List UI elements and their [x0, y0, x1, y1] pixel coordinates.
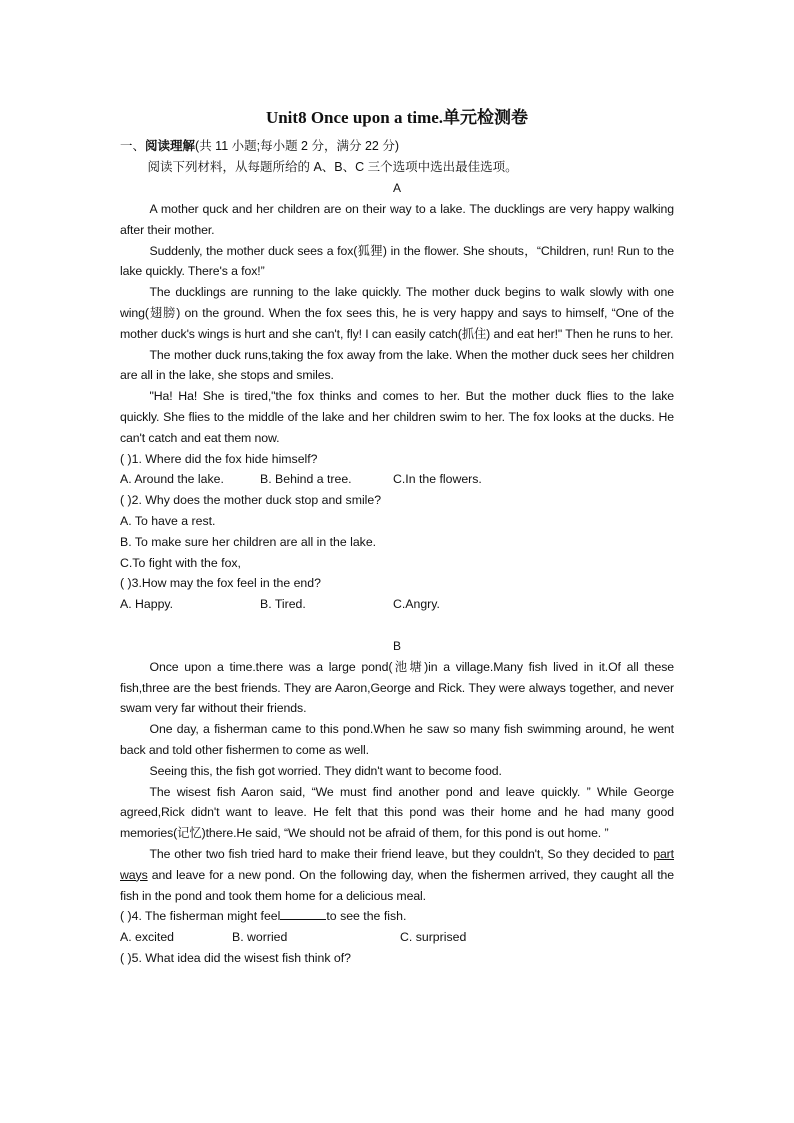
section-header [120, 136, 674, 157]
question-4-options [120, 927, 674, 948]
option-b: B. To make sure her children are all in the lake. [120, 534, 377, 549]
passage-b-paragraph: Once upon a time.there was a large pond(池塘)in a village.Many fish lived in it.Of all these fish,three are the best friends. They are Aaron,George and Rick. They were always together, and never swam very far without their friends. [120, 659, 674, 716]
spacer [120, 615, 674, 636]
question-4-stem-end: to see the fish. [326, 909, 407, 924]
option-b: B. Tired. [260, 597, 306, 612]
section-name: 阅读理解 [145, 139, 196, 153]
question-3: ( )3.How may the fox feel in the end? [120, 576, 321, 591]
question-5: ( )5. What idea did the wisest fish think of? [120, 950, 352, 965]
passage-a-paragraph: Suddenly, the mother duck sees a fox(狐狸) in the flower. She shouts，“Children, run! Run to the lake quickly. There's a fox!” [120, 243, 674, 279]
question-4-stem: ( )4. The fisherman might feel [120, 909, 281, 924]
question-4 [120, 906, 674, 927]
question-1: ( )1. Where did the fox hide himself? [120, 451, 318, 466]
answer-blank [280, 906, 326, 920]
paragraph-text: The other two fish tried hard to make their friend leave, but they couldn't, So they decided to [149, 846, 654, 861]
paragraph-text: and leave for a new pond. On the following day, when the fishermen arrived, they caught all the fish in the pond and took them home for a delicious meal. [120, 867, 674, 903]
passage-a-paragraph: The ducklings are running to the lake quickly. The mother duck begins to walk slowly with one wing(翅膀) on the ground. When the fox sees this, he is very happy and says to himself, “One of the mother duck's wings is hurt and she can't, fly! I can easily catch(抓住) and eat her!" Then he runs to her. [120, 285, 674, 341]
option-c: C.Angry. [393, 597, 440, 612]
section-instruction: 阅读下列材料，从每题所给的 A、B、C 三个选项中选出最佳选项。 [147, 160, 518, 174]
question-1-options [120, 469, 674, 490]
section-number: 一、 [120, 139, 146, 153]
passage-b-paragraph: The wisest fish Aaron said, “We must find another pond and leave quickly. ” While George agreed,Rick didn't want to leave. He felt that this pond was their home and he had many good memories(记忆)there.He said, “We should not be afraid of them, for this pond is out home. ” [120, 784, 674, 841]
question-2: ( )2. Why does the mother duck stop and smile? [120, 493, 382, 508]
passage-a-paragraph: "Ha! Ha! She is tired,"the fox thinks and comes to her. But the mother duck flies to the lake quickly. She flies to the middle of the lake and her children swim to her. The fox looks at the ducks. He can't catch and eat them now. [120, 389, 674, 445]
option-c: C.In the flowers. [393, 472, 482, 487]
question-3-options [120, 594, 674, 615]
passage-b-paragraph: One day, a fisherman came to this pond.When he saw so many fish swimming around, he went back and told other fishermen to come as well. [120, 722, 674, 757]
option-a: A. To have a rest. [120, 513, 216, 528]
option-b: B. worried [232, 930, 288, 945]
passage-a-label: A [392, 181, 401, 195]
passage-b-label: B [392, 638, 401, 653]
passage-a-paragraph: A mother quck and her children are on their way to a lake. The ducklings are very happy walking after their mother. [120, 202, 674, 237]
option-a: A. excited [120, 930, 174, 945]
option-a: A. Around the lake. [120, 472, 224, 487]
option-b: B. Behind a tree. [260, 472, 352, 487]
option-c: C.To fight with the fox, [120, 555, 241, 570]
option-a: A. Happy. [120, 597, 174, 612]
section-detail: (共 11 小题;每小题 2 分，满分 22 分) [195, 139, 399, 153]
option-c: C. surprised [400, 930, 467, 945]
passage-b-paragraph [120, 844, 674, 906]
underlined-phrase: part ways [120, 846, 674, 882]
page-title: Unit8 Once upon a time.单元检测卷 [265, 108, 529, 127]
passage-a-paragraph: The mother duck runs,taking the fox away from the lake. When the mother duck sees her children are all in the lake, she stops and smiles. [120, 347, 674, 383]
exam-page [120, 104, 674, 969]
passage-b-paragraph: Seeing this, the fish got worried. They didn't want to become food. [149, 763, 502, 778]
